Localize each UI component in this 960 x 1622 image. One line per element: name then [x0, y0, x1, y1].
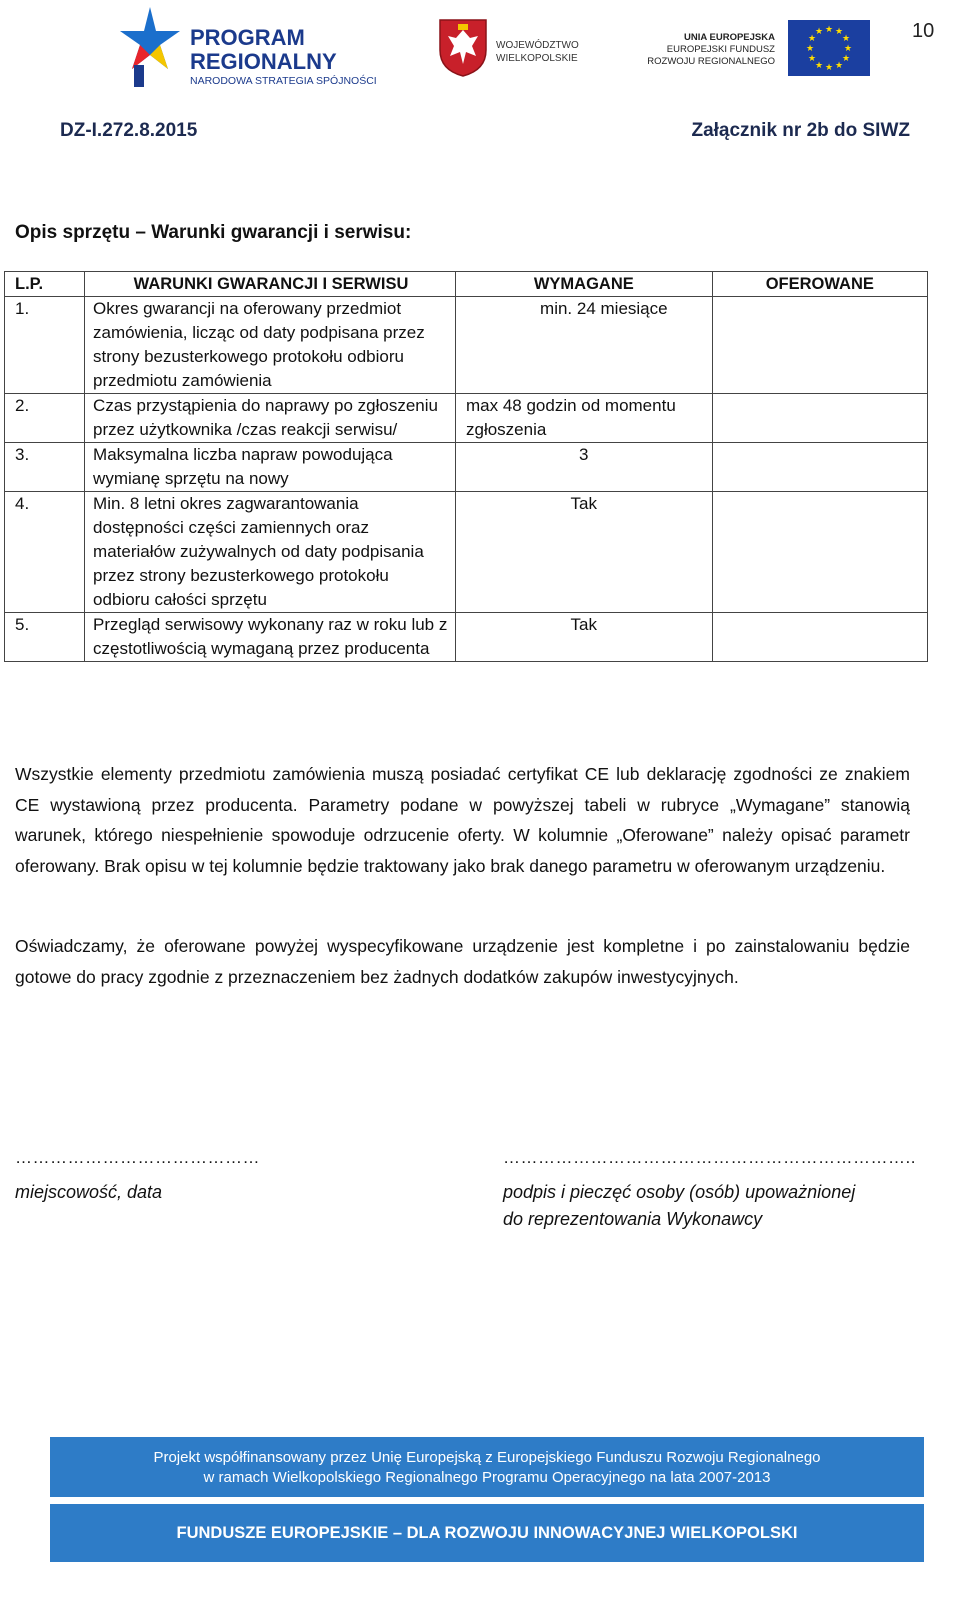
eu-logo-line2: EUROPEJSKI FUNDUSZ — [666, 44, 775, 55]
row-required: max 48 godzin od momentu zgłoszenia — [455, 394, 712, 443]
svg-text:★: ★ — [843, 44, 853, 54]
svg-text:★: ★ — [834, 27, 844, 37]
svg-text:★: ★ — [834, 61, 844, 71]
wielkopolska-logo — [438, 18, 588, 80]
row-required: 3 — [455, 443, 712, 492]
row-condition: Czas przystąpienia do naprawy po zgłoszeniu przez użytkownika /czas reakcji serwisu/ — [85, 394, 456, 443]
program-regionalny-logo — [120, 5, 380, 89]
row-condition: Przegląd serwisowy wykonany raz w roku lub z częstotliwością wymaganą przez producenta — [85, 613, 456, 662]
eu-flag-icon — [788, 20, 870, 76]
table-row — [5, 492, 928, 613]
row-offered[interactable] — [712, 443, 927, 492]
table-row — [5, 394, 928, 443]
row-offered[interactable] — [712, 492, 927, 613]
row-number: 5. — [5, 613, 85, 662]
eagle-shield-icon — [438, 18, 488, 78]
eu-logo-line3: ROZWOJU REGIONALNEGO — [647, 56, 775, 67]
region-logo-line1: WOJEWÓDZTWO — [496, 40, 579, 51]
row-offered[interactable] — [712, 394, 927, 443]
footer-line1: Projekt współfinansowany przez Unię Europejską z Europejskiego Funduszu Rozwoju Regionalnego — [153, 1449, 821, 1466]
eu-logo-line1: UNIA EUROPEJSKA — [684, 32, 775, 43]
program-logo-line3: NARODOWA STRATEGIA SPÓJNOŚCI — [190, 75, 377, 87]
cofinancing-footer — [50, 1437, 924, 1497]
row-required: Tak — [455, 492, 712, 613]
table-row — [5, 613, 928, 662]
header-conditions: WARUNKI GWARANCJI I SERWISU — [85, 272, 456, 297]
row-offered[interactable] — [712, 613, 927, 662]
row-condition: Min. 8 letni okres zagwarantowania dostępności części zamiennych oraz materiałów zużywalnych od daty podpisania przez strony bezusterkowego protokołu odbioru całości sprzętu — [85, 492, 456, 613]
program-logo-line2: REGIONALNY — [190, 49, 337, 74]
row-condition: Okres gwarancji na oferowany przedmiot zamówienia, licząc od daty podpisana przez strony bezusterkowego protokołu odbioru przedmiotu zamówienia — [85, 297, 456, 394]
row-number: 4. — [5, 492, 85, 613]
signature-line: …………………………………………………………….. — [503, 1148, 916, 1167]
page-number: 10 — [912, 20, 935, 42]
annex-label: Załącznik nr 2b do SIWZ — [691, 120, 910, 141]
header-required: WYMAGANE — [455, 272, 712, 297]
svg-text:★: ★ — [841, 54, 851, 64]
section-title: Opis sprzętu – Warunki gwarancji i serwisu: — [15, 222, 412, 243]
table-row — [5, 443, 928, 492]
row-number: 2. — [5, 394, 85, 443]
warranty-table — [4, 271, 928, 662]
svg-text:★: ★ — [807, 54, 817, 64]
declaration-paragraph: Oświadczamy, że oferowane powyżej wyspecyfikowane urządzenie jest kompletne i po zainstalowaniu będzie gotowe do pracy zgodnie z przeznaczeniem bez żadnych dodatków zakupów inwestycyjnych. — [15, 936, 910, 987]
row-required: Tak — [455, 613, 712, 662]
footer-line2: w ramach Wielkopolskiego Regionalnego Programu Operacyjnego na lata 2007-2013 — [203, 1469, 771, 1486]
row-condition: Maksymalna liczba napraw powodująca wymianę sprzętu na nowy — [85, 443, 456, 492]
region-logo-line2: WIELKOPOLSKIE — [496, 53, 578, 64]
program-star-icon — [120, 5, 184, 89]
svg-text:★: ★ — [814, 61, 824, 71]
ce-certificate-paragraph: Wszystkie elementy przedmiotu zamówienia muszą posiadać certyfikat CE lub deklarację zgodności ze znakiem CE wystawioną przez producenta. Parametry podane w powyższej tabeli w rubryce „Wymagane” stanowią warunek, którego niespełnienie spowoduje odrzucenie oferty. W kolumnie „Oferowane” należy opisać parametr oferowany. Brak opisu w tej kolumnie będzie traktowany jako brak danego parametru w oferowanym urządzeniu. — [15, 764, 910, 876]
signature-label-line1: podpis i pieczęć osoby (osób) upoważnionej — [503, 1182, 856, 1202]
document-reference: DZ-I.272.8.2015 — [60, 120, 198, 141]
row-required: min. 24 miesiące — [455, 297, 712, 394]
row-number: 1. — [5, 297, 85, 394]
svg-text:★: ★ — [841, 34, 851, 44]
svg-text:★: ★ — [824, 63, 834, 73]
eu-logo — [630, 20, 870, 80]
svg-text:★: ★ — [807, 34, 817, 44]
signature-label-line2: do reprezentowania Wykonawcy — [503, 1209, 763, 1229]
program-logo-line1: PROGRAM — [190, 25, 305, 50]
place-date-line: …………………………………… — [15, 1148, 260, 1167]
header-lp: L.P. — [5, 272, 85, 297]
svg-text:★: ★ — [814, 27, 824, 37]
place-date-label: miejscowość, data — [15, 1182, 163, 1202]
svg-text:★: ★ — [824, 25, 834, 35]
row-number: 3. — [5, 443, 85, 492]
header-offered: OFEROWANE — [712, 272, 927, 297]
svg-text:★: ★ — [805, 44, 815, 54]
funds-banner: FUNDUSZE EUROPEJSKIE – DLA ROZWOJU INNOWACYJNEJ WIELKOPOLSKI — [50, 1504, 924, 1562]
table-row — [5, 297, 928, 394]
row-offered[interactable] — [712, 297, 927, 394]
table-header-row — [5, 272, 928, 297]
